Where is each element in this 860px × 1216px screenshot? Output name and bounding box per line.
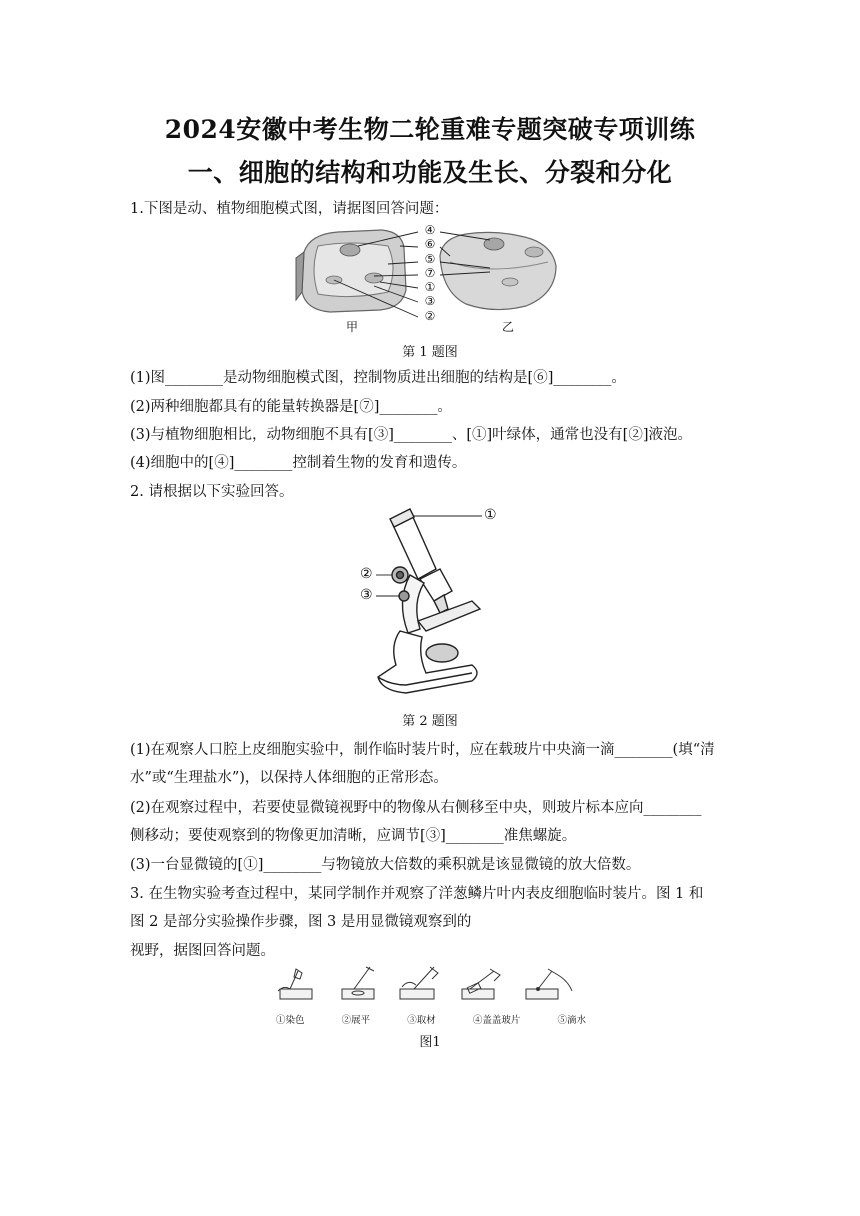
q1-part1: (1)图________是动物细胞模式图，控制物质进出细胞的结构是[⑥]________。 xyxy=(130,370,626,386)
microscope-label-fine: ③ xyxy=(360,587,373,603)
q1-stem: 1.下图是动、植物细胞模式图，请据图回答问题： xyxy=(130,201,449,217)
procedure-step-labels xyxy=(276,1012,586,1026)
cell-label: ⑦ xyxy=(424,265,436,280)
step-label: ①染色 xyxy=(276,1015,305,1026)
q2-part1-cont: 水”或“生理盐水”)，以保持人体细胞的正常形态。 xyxy=(130,770,448,786)
animal-cell-image xyxy=(296,230,406,312)
q2-part1: (1)在观察人口腔上皮细胞实验中，制作临时装片时，应在载玻片中央滴一滴________(填“清 xyxy=(130,742,715,758)
step-label: ③取材 xyxy=(407,1015,436,1026)
figure-caption: 第 1 题图 xyxy=(402,345,458,360)
cell-b-label: 乙 xyxy=(502,320,515,334)
cell-label: ④ xyxy=(424,223,436,237)
q2-part3: (3)一台显微镜的[①]________与物镜放大倍数的乘积就是该显微镜的放大倍数。 xyxy=(130,857,641,873)
cell-a-label: 甲 xyxy=(346,320,359,334)
procedure-figure xyxy=(276,965,586,1011)
cell-label: ⑥ xyxy=(424,237,436,252)
document-title: 2024安徽中考生物二轮重难专题突破专项训练 xyxy=(164,115,696,144)
q2-part2-cont: 侧移动；要使观察到的物像更加清晰，应调节[③]________准焦螺旋。 xyxy=(130,828,577,844)
q3-stem-cont2: 视野，据图回答问题。 xyxy=(130,943,275,959)
section-title: 一、细胞的结构和功能及生长、分裂和分化 xyxy=(187,158,673,187)
step-label: ⑤滴水 xyxy=(557,1015,586,1026)
q3-stem-cont: 图 2 是部分实验操作步骤，图 3 是用显微镜观察到的 xyxy=(130,914,472,930)
microscope-image xyxy=(378,509,480,693)
microscope-label-coarse: ② xyxy=(360,566,373,582)
q1-part3: (3)与植物细胞相比，动物细胞不具有[③]________、[①]叶绿体，通常也没有[②]液泡。 xyxy=(130,427,692,443)
step-label: ②展平 xyxy=(341,1015,371,1026)
figure-caption: 图1 xyxy=(419,1035,441,1050)
q3-stem: 3. 在生物实验考查过程中，某同学制作并观察了洋葱鳞片叶内表皮细胞临时装片。图 1 和 xyxy=(130,886,704,902)
cell-label: ⑤ xyxy=(424,251,436,266)
q1-part4: (4)细胞中的[④]________控制着生物的发育和遗传。 xyxy=(130,455,467,471)
cell-label: ② xyxy=(424,308,436,323)
figure-caption: 第 2 题图 xyxy=(402,714,458,729)
q2-part2: (2)在观察过程中，若要使显微镜视野中的物像从右侧移至中央，则玻片标本应向________ xyxy=(130,800,702,816)
cell-label-list xyxy=(420,223,440,323)
cell-label: ③ xyxy=(424,294,436,309)
step-label: ④盖盖玻片 xyxy=(472,1015,521,1026)
cell-label: ① xyxy=(424,280,436,295)
q1-part2: (2)两种细胞都具有的能量转换器是[⑦]________。 xyxy=(130,399,452,415)
plant-cell-image xyxy=(440,232,556,309)
microscope-figure xyxy=(360,505,500,700)
procedure-steps-image xyxy=(278,967,572,999)
q2-stem: 2. 请根据以下实验回答。 xyxy=(130,484,294,500)
microscope-label-eyepiece: ① xyxy=(484,507,497,523)
